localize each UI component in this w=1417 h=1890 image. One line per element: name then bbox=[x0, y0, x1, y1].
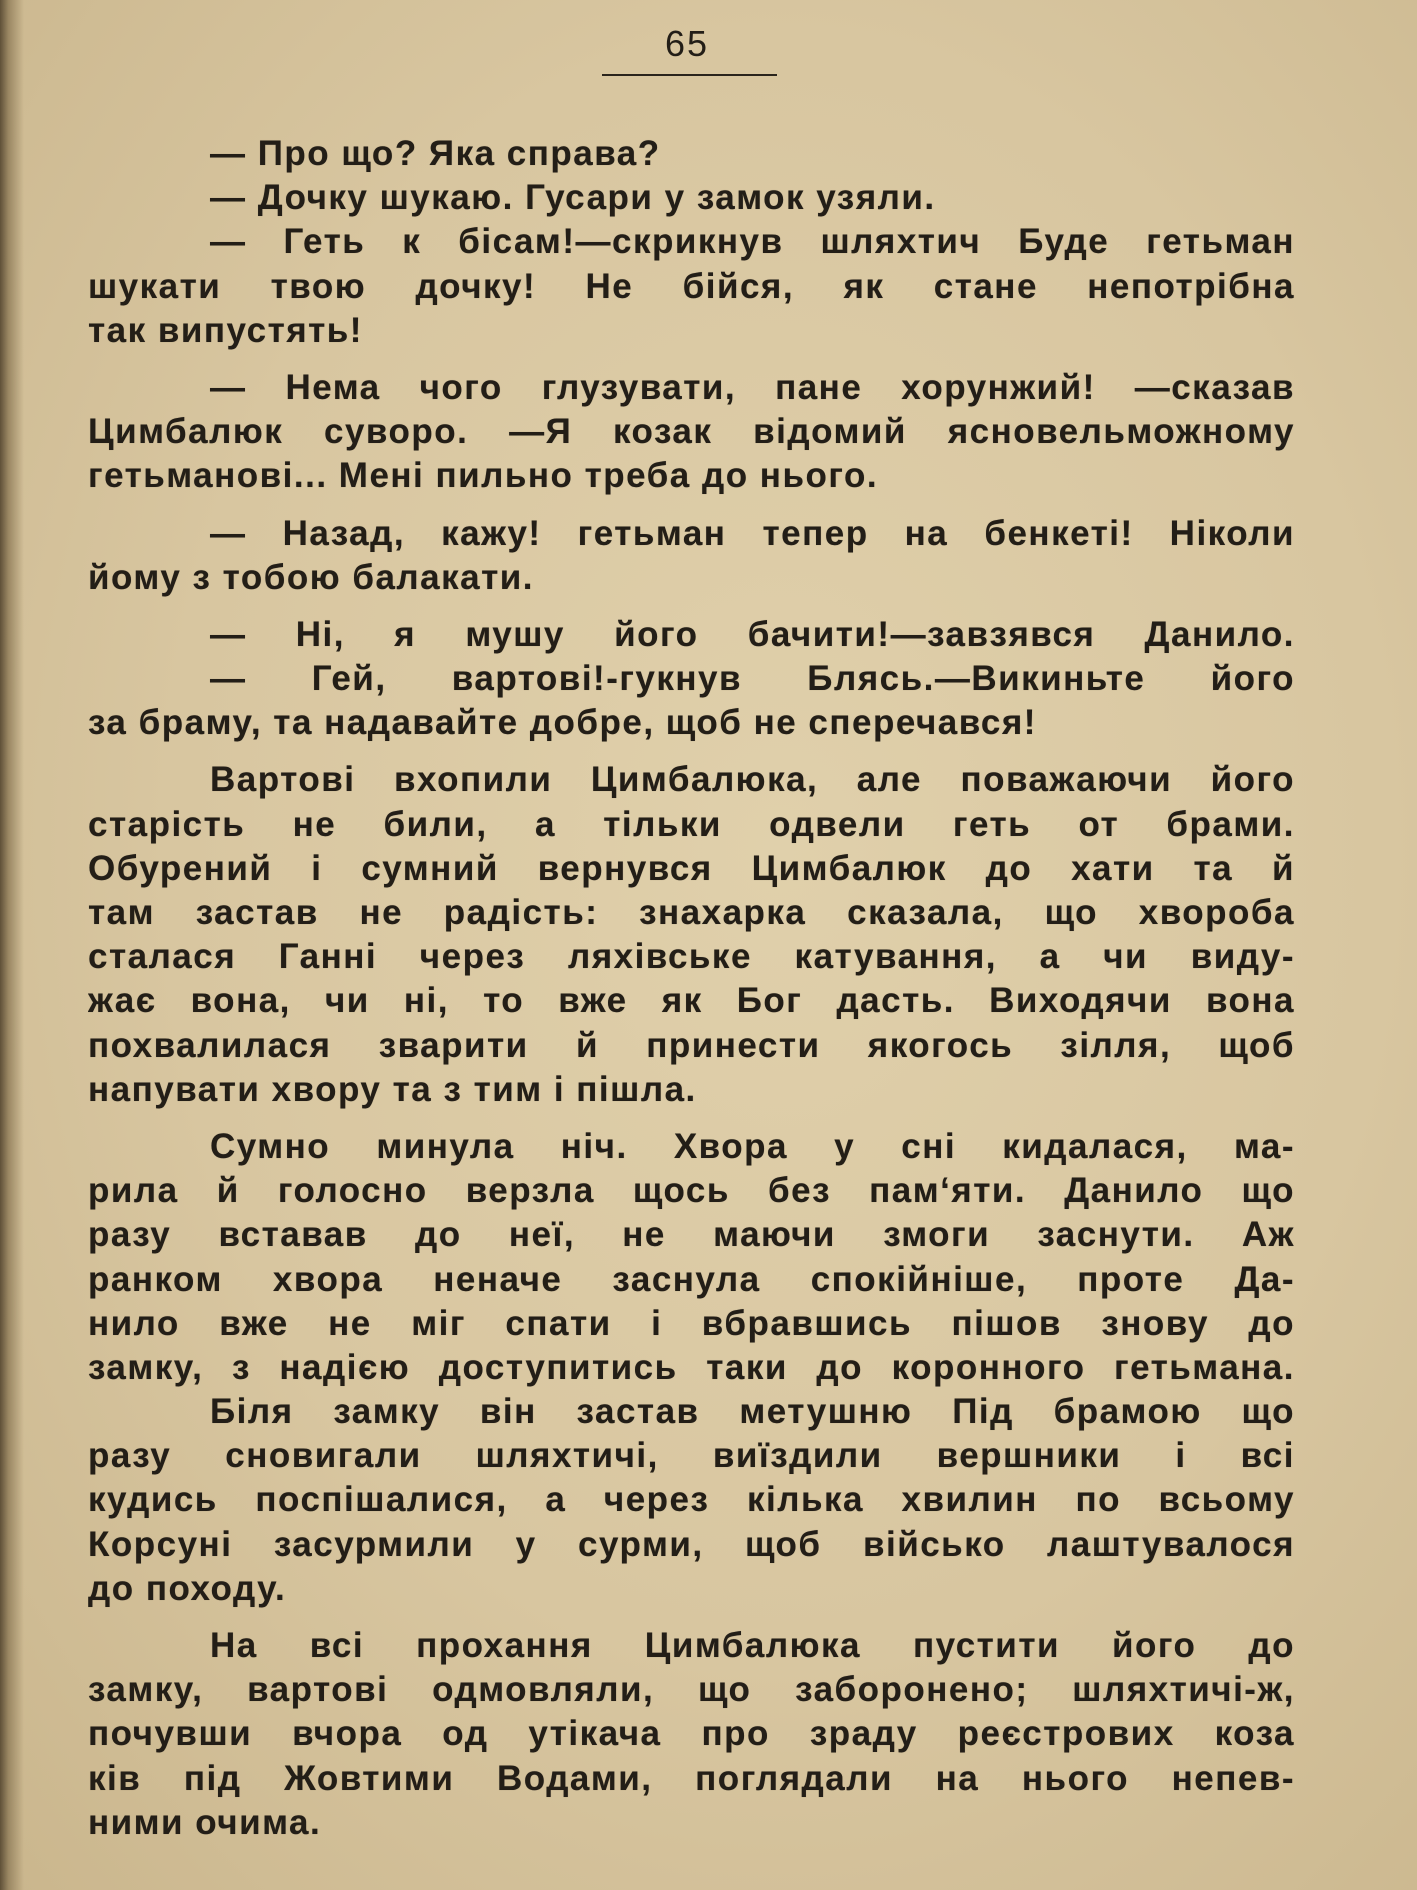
text-line: замку, з надією доступитись таки до коронного гетьмана. bbox=[88, 1347, 1295, 1387]
paragraph bbox=[88, 1125, 1295, 1390]
text-line: — Гей, вартові!-гукнув Блясь.—Викиньте його bbox=[210, 659, 1295, 699]
text-line: разу сновигали шляхтичі, виїздили вершники і всі bbox=[88, 1436, 1295, 1476]
text-line: — Нема чого глузувати, пане хорунжий! —сказав bbox=[210, 367, 1295, 407]
text-line: На всі прохання Цимбалюка пустити його до bbox=[210, 1626, 1295, 1665]
text-line: ранком хвора неначе заснула спокійніше, проте Да- bbox=[88, 1259, 1295, 1299]
text-line: до походу. bbox=[88, 1568, 287, 1608]
paragraph bbox=[88, 1390, 1295, 1611]
text-line: напувати хвору та з тим і пішла. bbox=[88, 1069, 697, 1109]
text-line: Сумно минула ніч. Хвора у сні кидалася, ма- bbox=[210, 1126, 1295, 1166]
text-line: — Геть к бісам!—скрикнув шляхтич Буде гетьман bbox=[210, 222, 1295, 262]
paragraph bbox=[88, 657, 1295, 745]
paragraph bbox=[88, 613, 1295, 657]
text-line: нило вже не міг спати і вбравшись пішов знову до bbox=[88, 1303, 1295, 1343]
text-line: Біля замку він застав метушню Під брамою що bbox=[210, 1392, 1295, 1432]
text-line: так випустять! bbox=[88, 310, 363, 350]
text-line: — Дочку шукаю. Гусари у замок узяли. bbox=[210, 178, 936, 218]
text-line: Вартові вхопили Цимбалюка, але поважаючи його bbox=[210, 760, 1295, 800]
text-line: рила й голосно верзла щось без пам‘яти. Данило що bbox=[88, 1171, 1295, 1211]
paragraph bbox=[88, 1624, 1295, 1845]
text-line: Цимбалюк суворо. —Я козак відомий ясновельможному bbox=[88, 412, 1295, 452]
text-line: похвалилася зварити й принести якогось зілля, щоб bbox=[88, 1025, 1295, 1065]
text-line: ків під Жовтими Водами, поглядали на нього непев- bbox=[88, 1758, 1295, 1798]
text-line: — Про що? Яка справа? bbox=[210, 134, 661, 173]
text-line: — Назад, кажу! гетьман тепер на бенкеті! Ніколи bbox=[210, 513, 1295, 553]
text-line: разу вставав до неї, не маючи змоги заснути. Аж bbox=[88, 1215, 1295, 1255]
text-line: за браму, та надавайте добре, щоб не сперечався! bbox=[88, 703, 1037, 743]
text-line: — Ні, я мушу його бачити!—завзявся Данило. bbox=[210, 614, 1295, 654]
text-line: Обурений і сумний вернувся Цимбалюк до хати та й bbox=[88, 848, 1295, 888]
body-text bbox=[88, 132, 1295, 1845]
text-line: ними очима. bbox=[88, 1802, 322, 1842]
text-line: жає вона, чи ні, то вже як Бог дасть. Виходячи вона bbox=[88, 981, 1295, 1021]
paragraph bbox=[88, 220, 1295, 353]
text-line: гетьманові... Мені пильно треба до нього. bbox=[88, 456, 879, 496]
page-number: 65 bbox=[664, 23, 710, 64]
page-edge-shadow bbox=[0, 0, 24, 1890]
text-line: замку, вартові одмовляли, що заборонено; шляхтичі-ж, bbox=[88, 1670, 1295, 1710]
text-line: кудись поспішалися, а через кілька хвилин по всьому bbox=[88, 1480, 1295, 1520]
paragraph bbox=[88, 132, 1295, 176]
text-line: там застав не радість: знахарка сказала, що хвороба bbox=[88, 893, 1295, 932]
text-line: Корсуні засурмили у сурми, щоб військо лаштувалося bbox=[88, 1524, 1295, 1564]
paragraph bbox=[88, 758, 1295, 1112]
text-line: йому з тобою балакати. bbox=[88, 557, 534, 597]
text-line: старість не били, а тільки одвели геть от брами. bbox=[88, 804, 1295, 844]
paragraph bbox=[88, 512, 1295, 600]
page-number-rule bbox=[602, 74, 777, 76]
paragraph bbox=[88, 176, 1295, 220]
paragraph bbox=[88, 366, 1295, 499]
text-line: шукати твою дочку! Не бійся, як стане непотрібна bbox=[88, 266, 1295, 306]
text-line: сталася Ганні через ляхівське катування, а чи виду- bbox=[88, 937, 1295, 977]
text-line: почувши вчора од утікача про зраду реєстрових коза bbox=[88, 1714, 1295, 1754]
